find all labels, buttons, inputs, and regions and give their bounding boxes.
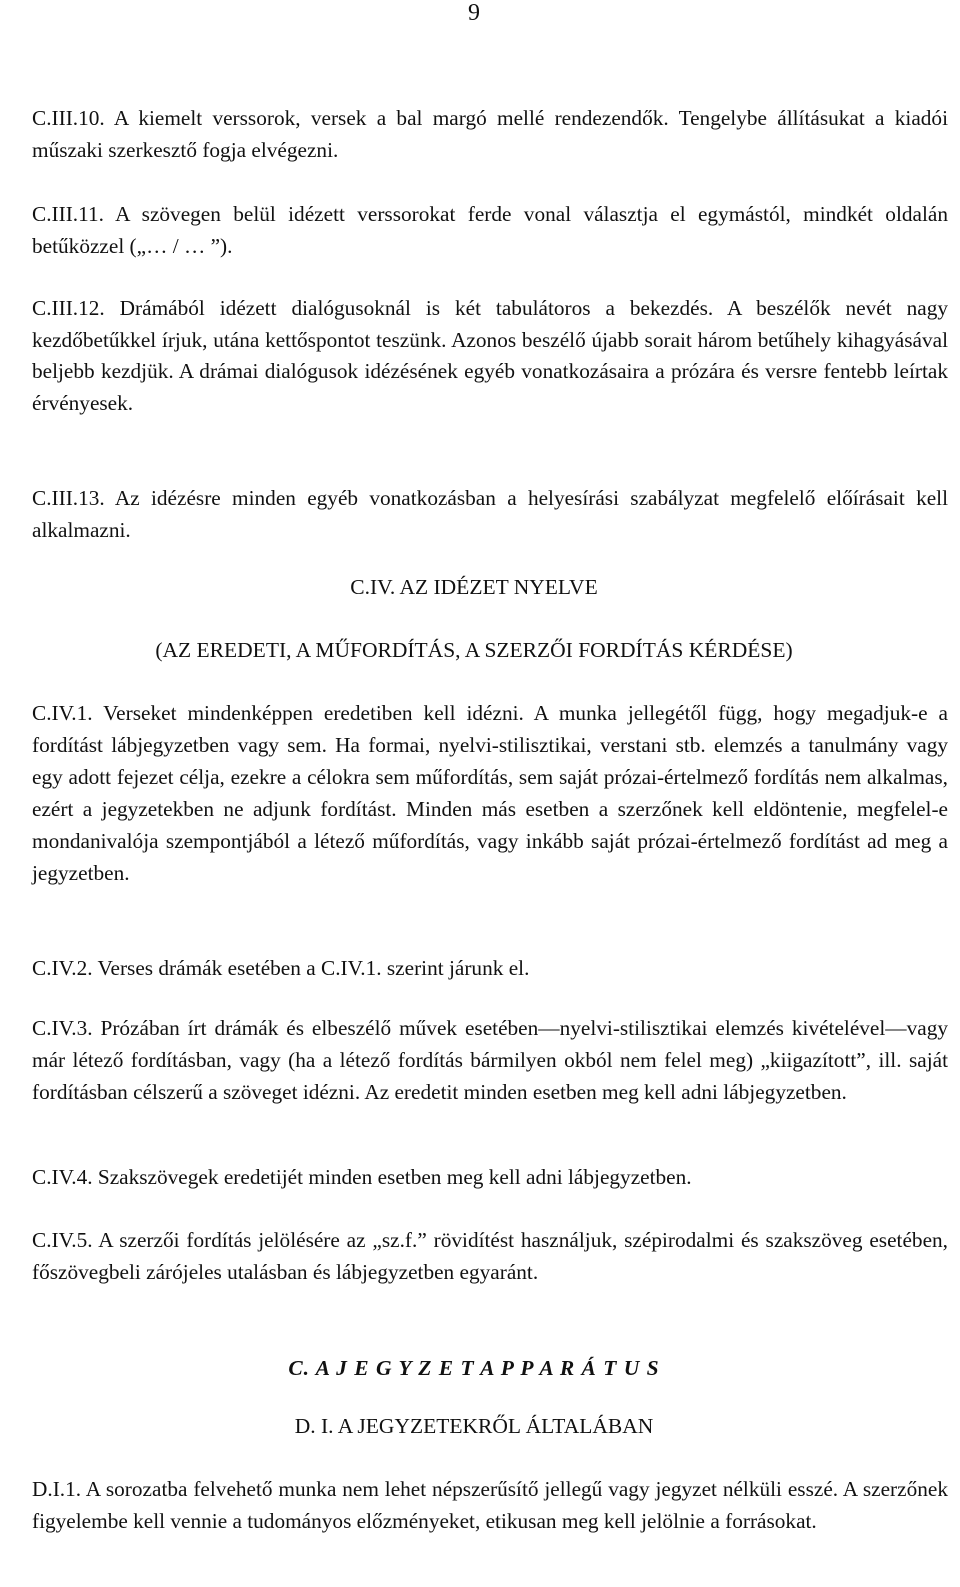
section-subtitle-c-iv: (AZ EREDETI, A MŰFORDÍTÁS, A SZERZŐI FORDÍTÁS KÉRDÉSE): [155, 638, 793, 662]
paragraph-c-iv-1: C.IV.1. Verseket mindenképpen eredetiben kell idézni. A munka jellegétől függ, hogy megadjuk-e a fordítást lábjegyzetben vagy sem. Ha formai, nyelvi-stilisztikai, verstani stb. elemzés a tanulmány vagy egy adott fejezet célja, ezekre a célokra sem műfordítás, sem saját prózai-értelmező fordítás nem alkalmas, ezért a jegyzetekben ne adjunk fordítást. Minden más esetben a szerzőnek kell eldöntenie, megfelel-e mondanivalója szempontjából a létező műfordítás, vagy inkább saját prózai-értelmező fordítást ad meg a jegyzetben.: [32, 701, 948, 885]
paragraph-c-iv-5: C.IV.5. A szerzői fordítás jelölésére az „sz.f.” rövidítést használjuk, szépirodalmi és szakszöveg esetében, főszövegbeli zárójeles utalásban és lábjegyzetben egyaránt.: [32, 1228, 948, 1284]
paragraph-c-iv-4: C.IV.4. Szakszövegek eredetijét minden esetben meg kell adni lábjegyzetben.: [32, 1165, 692, 1189]
paragraph-c-iii-10: C.III.10. A kiemelt verssorok, versek a bal margó mellé rendezendők. Tengelybe állításukat a kiadói műszaki szerkesztő fogja elvégezni.: [32, 106, 948, 162]
paragraph-c-iii-12: C.III.12. Drámából idézett dialógusoknál is két tabulátoros a bekezdés. A beszélők nevét nagy kezdőbetűkkel írjuk, utána kettőspontot teszünk. Azonos beszélő újabb sorait három betűhely kihagyásával beljebb kezdjük. A drámai dialógusok idézésének egyéb vonatkozásaira a prózára és versre fentebb leírtak érvényesek.: [32, 296, 948, 415]
section-title-d-i: D. I. A JEGYZETEKRŐL ÁLTALÁBAN: [294, 1414, 654, 1438]
paragraph-d-i-1: D.I.1. A sorozatba felvehető munka nem lehet népszerűsítő jellegű vagy jegyzet nélküli esszé. A szerzőnek figyelembe kell vennie a tudományos előzményeket, etikusan meg kell jelölnie a forrásokat.: [32, 1477, 948, 1533]
paragraph-c-iii-13: C.III.13. Az idézésre minden egyéb vonatkozásban a helyesírási szabályzat megfelelő előírásait kell alkalmazni.: [32, 486, 948, 542]
paragraph-c-iii-11: C.III.11. A szövegen belül idézett verssorokat ferde vonal választja el egymástól, mindkét oldalán betűközzel („… / … ”).: [32, 202, 948, 258]
page-number: 9: [468, 0, 480, 26]
main-heading-c: C. A J E G Y Z E T A P P A R Á T U S: [288, 1356, 660, 1380]
paragraph-c-iv-3: C.IV.3. Prózában írt drámák és elbeszélő művek esetében—nyelvi-stilisztikai elemzés kivételével—vagy már létező fordításban, vagy (ha a létező fordítás bármilyen okból nem felel meg) „kiigazított”, ill. saját fordításban célszerű a szöveget idézni. Az eredetit minden esetben meg kell adni lábjegyzetben.: [32, 1016, 948, 1104]
paragraph-c-iv-2: C.IV.2. Verses drámák esetében a C.IV.1. szerint járunk el.: [32, 956, 530, 980]
section-title-c-iv: C.IV. AZ IDÉZET NYELVE: [350, 575, 598, 599]
